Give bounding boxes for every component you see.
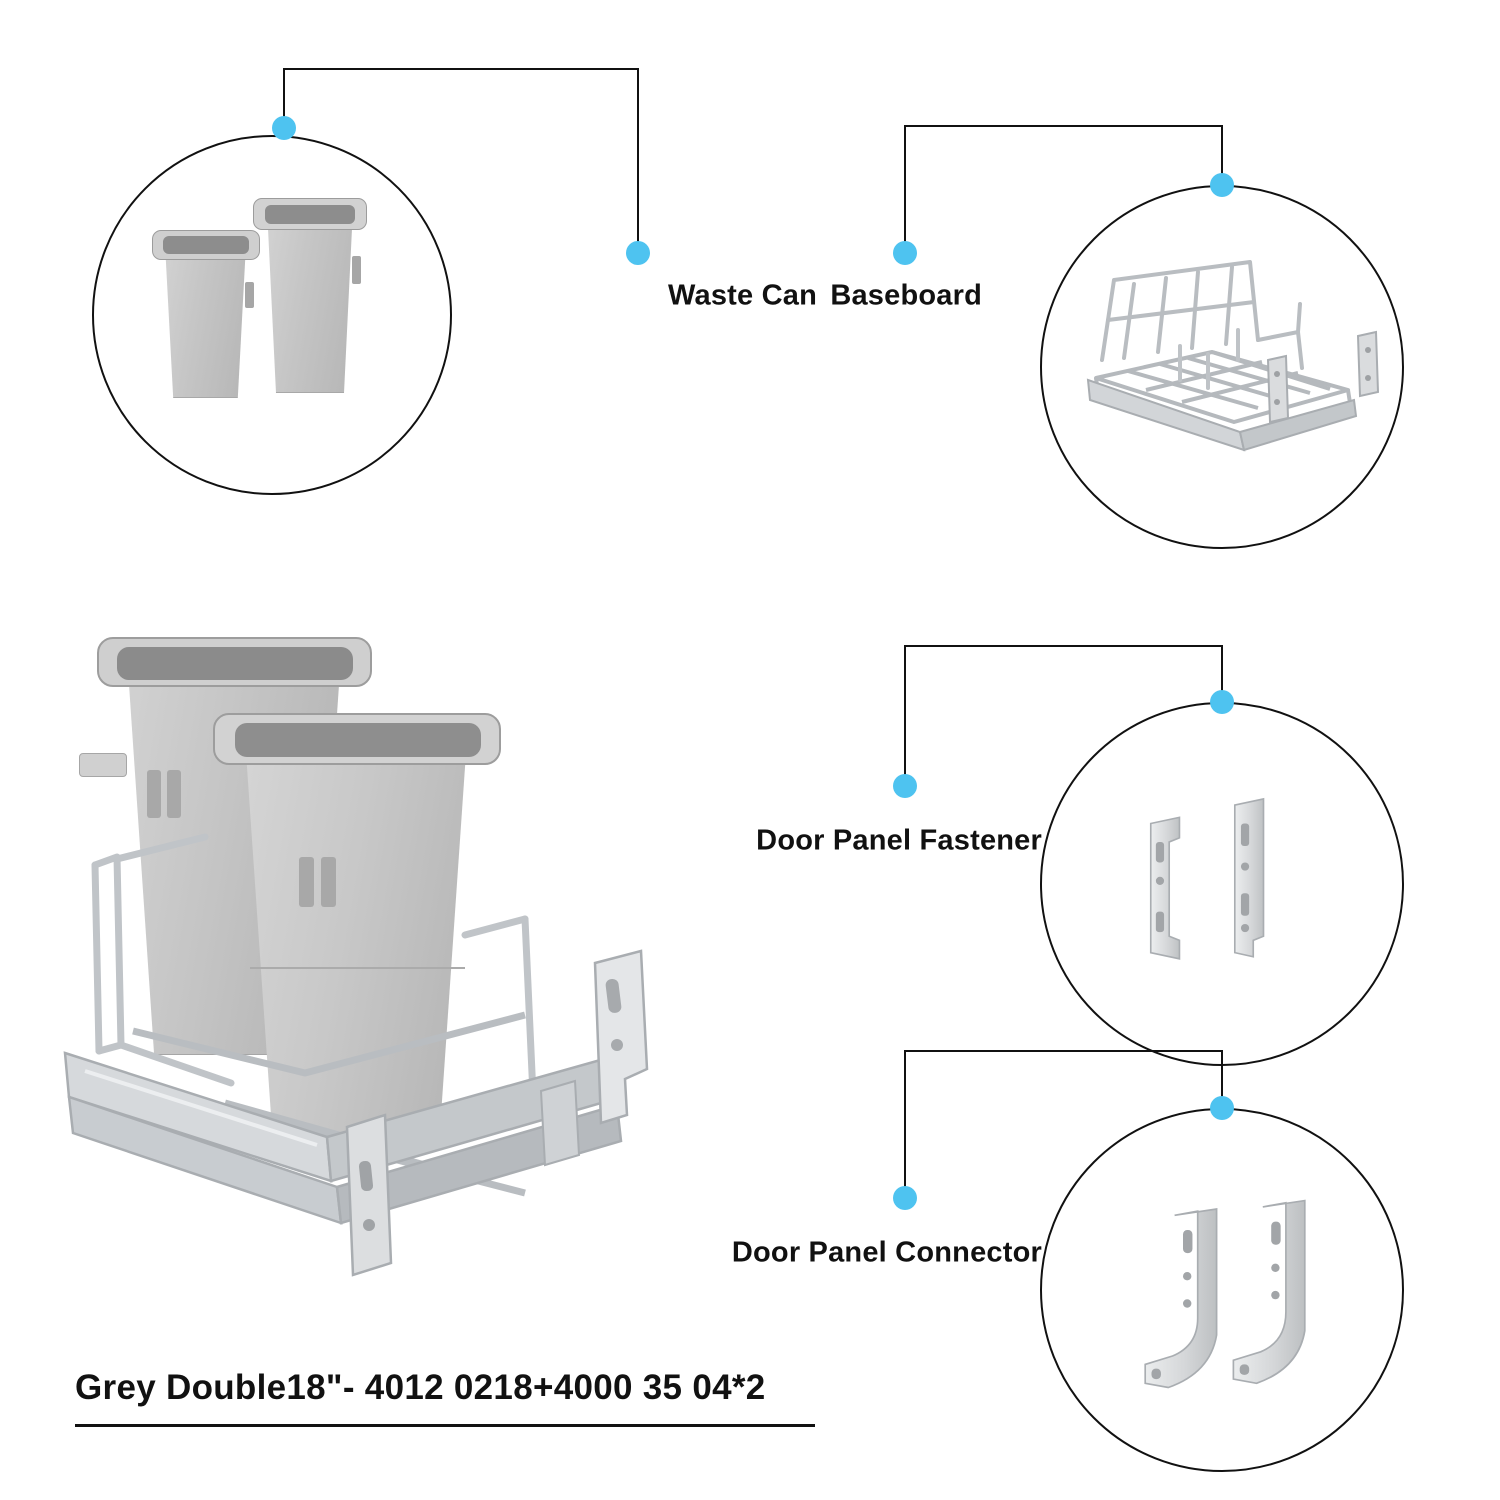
door-panel-connector-illustration: [1120, 1168, 1330, 1418]
waste-can-back-handle-slot: [245, 282, 254, 308]
callout-label-door-panel-connector: Door Panel Connector: [731, 1236, 1042, 1269]
waste-can-front: [260, 208, 360, 393]
callout-dot-waste-can-circle: [272, 116, 296, 140]
callout-label-door-panel-fastener: Door Panel Fastener: [756, 824, 1042, 857]
waste-can-back-body: [158, 238, 253, 398]
product-title-block: [75, 1368, 835, 1427]
waste-can-front-body: [260, 208, 360, 393]
leader-door-panel-connector-horizontal: [905, 1050, 1223, 1052]
leader-waste-can-vertical-right: [637, 68, 639, 254]
waste-can-front-handle-slot: [352, 256, 361, 284]
callout-dot-door-panel-fastener-label: [893, 774, 917, 798]
callout-dot-baseboard-circle: [1210, 173, 1234, 197]
callout-dot-door-panel-fastener-circle: [1210, 690, 1234, 714]
door-panel-fastener-illustration: [1120, 760, 1325, 1010]
callout-dot-waste-can-label: [626, 241, 650, 265]
waste-can-back: [158, 238, 253, 398]
leader-waste-can-horizontal: [283, 68, 638, 70]
callout-dot-door-panel-connector-circle: [1210, 1096, 1234, 1120]
waste-can-front-opening: [265, 205, 355, 224]
callout-label-waste-can: Waste Can: [668, 279, 817, 312]
main-assembly-illustration: [55, 575, 715, 1315]
product-title: Grey Double18"- 4012 0218+4000 35 04*2: [75, 1368, 766, 1407]
waste-can-illustration: [150, 190, 400, 440]
leader-door-panel-fastener-horizontal: [905, 645, 1223, 647]
title-underline: [75, 1424, 815, 1427]
callout-dot-door-panel-connector-label: [893, 1186, 917, 1210]
callout-dot-baseboard-label: [893, 241, 917, 265]
leader-baseboard-vertical-left: [904, 125, 906, 253]
leader-door-panel-fastener-vertical-left: [904, 645, 906, 786]
leader-baseboard-horizontal: [905, 125, 1223, 127]
baseboard-illustration: [1062, 240, 1382, 490]
assembly-wire-frame: [55, 575, 715, 1315]
callout-label-baseboard: Baseboard: [830, 279, 982, 312]
waste-can-back-opening: [163, 236, 249, 254]
leader-door-panel-connector-vertical-left: [904, 1050, 906, 1198]
